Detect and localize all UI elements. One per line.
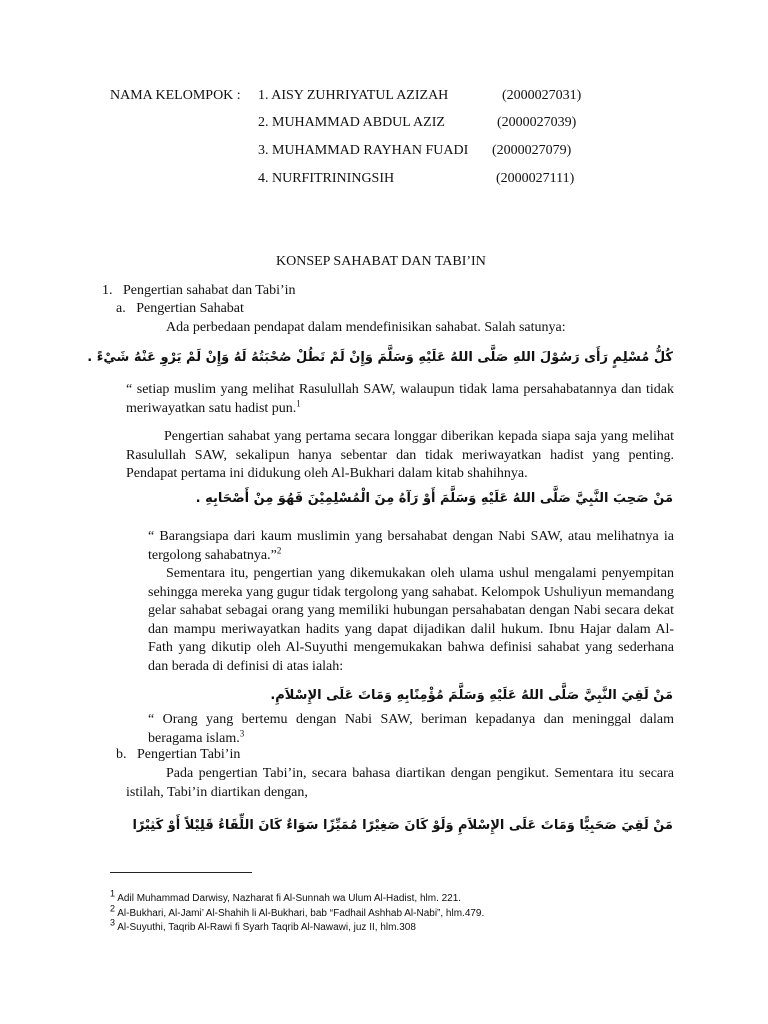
footnote: $^1$ Adil Muhammad Darwisy, Nazharat fi Al-Sunnah wa Ulum Al-Hadist, hlm. 221.: [110, 888, 462, 904]
member-nim: (2000027039): [497, 115, 577, 130]
paragraph: Pengertian sahabat yang pertama secara longgar diberikan kepada siapa saja yang melihat Rasulullah SAW, sekalipun hanya sebentar dan tidak meriwayatkan hadist yang penting. Pendapat pertama ini didukung oleh Al-Bukhari dalam kitab shahihnya.: [126, 429, 674, 482]
footnote-divider: [110, 872, 252, 873]
arabic-quote: مَنْ لَقِيَ النَّبِيَّ صَلَّى اللهُ عَلَيْهِ وَسَلَّمَ مُؤْمِنًابِهِ وَمَاتَ عَلَى الإِسْلاَمِ.: [270, 688, 673, 703]
section-heading: 1. Pengertian sahabat dan Tabi’in: [102, 283, 296, 298]
intro-text: Ada perbedaan pendapat dalam mendefinisikan sahabat. Salah satunya:: [166, 320, 566, 335]
footnote-ref: 1: [296, 397, 301, 408]
member-name: 4. NURFITRININGSIH: [258, 171, 395, 186]
group-label: NAMA KELOMPOK :: [110, 88, 241, 103]
translation-quote: “ Orang yang bertemu dengan Nabi SAW, beriman kepadanya dan meninggal dalam beragama islam.$^3$: [148, 712, 674, 746]
footnote: $^3$ Al-Suyuthi, Taqrib Al-Rawi fi Syarh Taqrib Al-Nawawi, juz II, hlm.308: [110, 917, 416, 933]
arabic-quote: مَنْ صَحِبَ النَّبِيَّ صَلَّى اللهُ عَلَيْهِ وَسَلَّمَ أَوْ رَآهُ مِنَ الْمُسْلِمِيْنَ فَهُوَ مِنْ أَصْحَابِهِ .: [195, 491, 673, 506]
arabic-quote: مَنْ لَقِيَ صَحَبِيًّا وَمَاتَ عَلَى الإِسْلاَمِ وَلَوْ كَانَ صَغِيْرًا مُمَيِّزًا سَوَاءٌ كَانَ اللِّقَاءُ قَلِيْلاً أَوْ كَثِيْرًا: [132, 818, 673, 833]
member-name: 1. AISY ZUHRIYATUL AZIZAH: [258, 88, 449, 103]
footnote: $^2$ Al-Bukhari, Al-Jami’ Al-Shahih li Al-Bukhari, bab “Fadhail Ashhab Al-Nabi”, hlm.479.: [110, 903, 485, 919]
arabic-quote: كُلُّ مُسْلِمٍ رَأَى رَسُوْلَ اللهِ صَلَّى اللهُ عَلَيْهِ وَسَلَّمَ وَإِنْ لَمْ تَطُلْ صُحْبَتُهُ لَهُ وَإِنْ لَمْ يَرْوِ عَنْهُ شَيْءً .: [87, 350, 673, 365]
member-name: 2. MUHAMMAD ABDUL AZIZ: [258, 115, 445, 130]
subsection-heading: a. Pengertian Sahabat: [116, 301, 244, 316]
page-title: KONSEP SAHABAT DAN TABI’IN: [276, 254, 486, 269]
paragraph: Sementara itu, pengertian yang dikemukakan oleh ulama ushul mengalami penyempitan sehingga mereka yang gugur tidak tergolong yang sahabat. Kelompok Ushuliyun memandang gelar sahabat sebagai orang yang memiliki hubungan persahabatan dengan Nabi secara dekat dan mampu meriwayatkan hadits yang dapat dijadikan dalil hukum. Ibnu Hajar dalam Al-Fath yang dikutip oleh Al-Suyuthi mengemukakan bahwa definisi sahabat yang sederhana dan berada di definisi di atas ialah:: [148, 566, 674, 674]
translation-quote: “ setiap muslim yang melihat Rasulullah SAW, walaupun tidak lama persahabatannya dan tidak meriwayatkan satu hadist pun.$^1$: [126, 382, 674, 416]
member-nim: (2000027111): [496, 171, 575, 186]
footnote-ref: 3: [239, 727, 245, 738]
member-nim: (2000027079): [492, 143, 572, 158]
subsection-heading: b. Pengertian Tabi’in: [116, 747, 241, 762]
footnote-ref: 2: [276, 544, 282, 555]
translation-quote: “ Barangsiapa dari kaum muslimin yang bersahabat dengan Nabi SAW, atau melihatnya ia tergolong sahabatnya.”$^2$: [148, 529, 674, 563]
paragraph: Pada pengertian Tabi’in, secara bahasa diartikan dengan pengikut. Sementara itu secara istilah, Tabi’in diartikan dengan,: [126, 766, 674, 800]
member-name: 3. MUHAMMAD RAYHAN FUADI: [258, 143, 469, 158]
member-nim: (2000027031): [502, 88, 582, 103]
